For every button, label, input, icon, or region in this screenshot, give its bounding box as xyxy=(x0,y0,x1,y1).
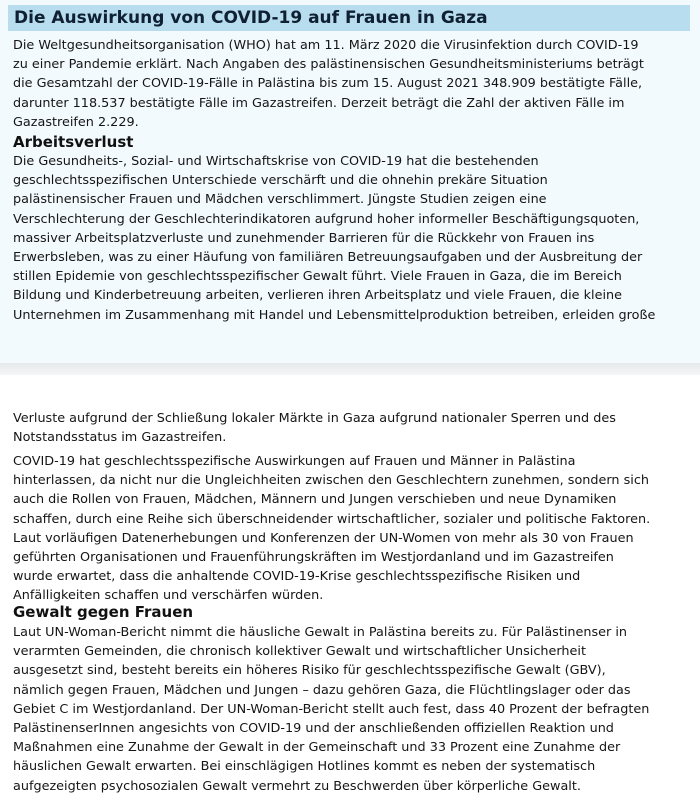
arbeitsverlust-paragraph-2 xyxy=(13,452,693,606)
text-line: PalästinenserInnen angesichts von COVID-19 und der anschließenden offiziellen Reaktion und xyxy=(13,721,614,737)
text-line: Die Gesundheits-, Sozial- und Wirtschaftskrise von COVID-19 hat die bestehenden xyxy=(13,154,539,169)
section-heading-gewalt: Gewalt gegen Frauen xyxy=(13,603,194,621)
text-line: zu einer Pandemie erklärt. Nach Angaben des palästinensischen Gesundheitsministeriums beträgt xyxy=(13,57,644,73)
text-line: massiver Arbeitsplatzverluste und zunehmender Barrieren für die Rückkehr von Frauen ins xyxy=(13,230,595,246)
text-line: Laut vorläufigen Datenerhebungen und Konferenzen der UN-Women von mehr als 30 von Frauen xyxy=(13,530,634,546)
text-line: geschlechtsspezifischen Unterschiede verschärft und die ohnehin prekäre Situation xyxy=(13,173,548,189)
arbeitsverlust-paragraph-1-continued xyxy=(13,409,693,447)
text-line: auch die Rollen von Frauen, Mädchen, Männern und Jungen verschieben und neue Dynamiken xyxy=(13,492,617,508)
text-line: Gebiet C im Westjordanland. Der UN-Woman-Bericht stellt auch fest, dass 40 Prozent der befragten xyxy=(13,701,650,717)
text-line: Anfälligkeiten schaffen und verschärfen würden. xyxy=(13,588,324,604)
text-line: hinterlassen, da nicht nur die Ungleichheiten zwischen den Geschlechtern zunehmen, sondern sich xyxy=(13,473,649,489)
text-line: ausgesetzt sind, besteht bereits ein höheres Risiko für geschlechtsspezifische Gewalt (GBV), xyxy=(13,663,606,679)
text-line: wurde erwartet, dass die anhaltende COVID-19-Krise geschlechtsspezifische Risiken und xyxy=(13,569,581,585)
text-line: darunter 118.537 bestätigte Fälle im Gazastreifen. Derzeit beträgt die Zahl der aktiven Fälle im xyxy=(13,95,625,111)
text-line: Maßnahmen eine Zunahme der Gewalt in der Gemeinschaft und 33 Prozent eine Zunahme der xyxy=(13,740,621,756)
text-line: stillen Epidemie von geschlechtsspezifischer Gewalt führt. Viele Frauen in Gaza, die im Bereich xyxy=(13,269,622,285)
text-line: Die Weltgesundheitsorganisation (WHO) hat am 11. März 2020 die Virusinfektion durch COVID-19 xyxy=(13,38,639,53)
page-break-band xyxy=(0,363,700,375)
text-line: geführten Organisationen und Frauenführungskräften im Westjordanland und im Gazastreifen xyxy=(13,550,614,566)
text-line: Verschlechterung der Geschlechterindikatoren aufgrund hoher informeller Beschäftigungsquoten, xyxy=(13,211,640,227)
text-line: die Gesamtzahl der COVID-19-Fälle in Palästina bis zum 15. August 2021 348.909 bestätigte Fälle, xyxy=(13,76,643,92)
text-line: palästinensischer Frauen und Mädchen verschlimmert. Jüngste Studien zeigen eine xyxy=(13,192,547,208)
text-line: Erwerbsleben, was zu einer Häufung von familiären Betreuungsaufgaben und der Ausbreitung der xyxy=(13,250,643,266)
text-line: nämlich gegen Frauen, Mädchen und Jungen – dazu gehören Gaza, die Flüchtlingslager oder das xyxy=(13,682,631,698)
text-line: aufgezeigten psychosozialen Gewalt vermehrt zu Beschwerden über körperliche Gewalt. xyxy=(13,778,581,794)
text-line: häuslichen Gewalt erwarten. Bei einschlägigen Hotlines kommt es neben der systematisch xyxy=(13,759,596,775)
text-line: schaffen, durch eine Reihe sich überschneidender wirtschaftlicher, sozialer und politische Faktoren. xyxy=(13,511,651,527)
arbeitsverlust-paragraph-1 xyxy=(13,152,693,325)
gewalt-paragraph-1 xyxy=(13,623,693,794)
text-line: Verluste aufgrund der Schließung lokaler Märkte in Gaza aufgrund nationaler Sperren und des xyxy=(13,411,616,426)
text-line: Unternehmen im Zusammenhang mit Handel und Lebensmittelproduktion betreiben, erleiden große xyxy=(13,307,656,323)
intro-paragraph xyxy=(13,36,693,132)
text-line: Notstandsstatus im Gazastreifen. xyxy=(13,430,227,446)
text-line: COVID-19 hat geschlechtsspezifische Auswirkungen auf Frauen und Männer in Palästina xyxy=(13,454,576,469)
text-line: Bildung und Kinderbetreuung arbeiten, verlieren ihren Arbeitsplatz und viele Frauen, die kleine xyxy=(13,288,622,304)
article-title: Die Auswirkung von COVID-19 auf Frauen in Gaza xyxy=(14,8,488,28)
title-bar xyxy=(8,5,690,31)
text-line: Laut UN-Woman-Bericht nimmt die häusliche Gewalt in Palästina bereits zu. Für Palästinenser in xyxy=(13,625,628,640)
section-heading-arbeitsverlust: Arbeitsverlust xyxy=(13,133,134,151)
text-line: verarmten Gemeinden, die chronisch kollektiver Gewalt und wirtschaftlicher Unsicherheit xyxy=(13,644,586,660)
text-line: Gazastreifen 2.229. xyxy=(13,114,139,130)
